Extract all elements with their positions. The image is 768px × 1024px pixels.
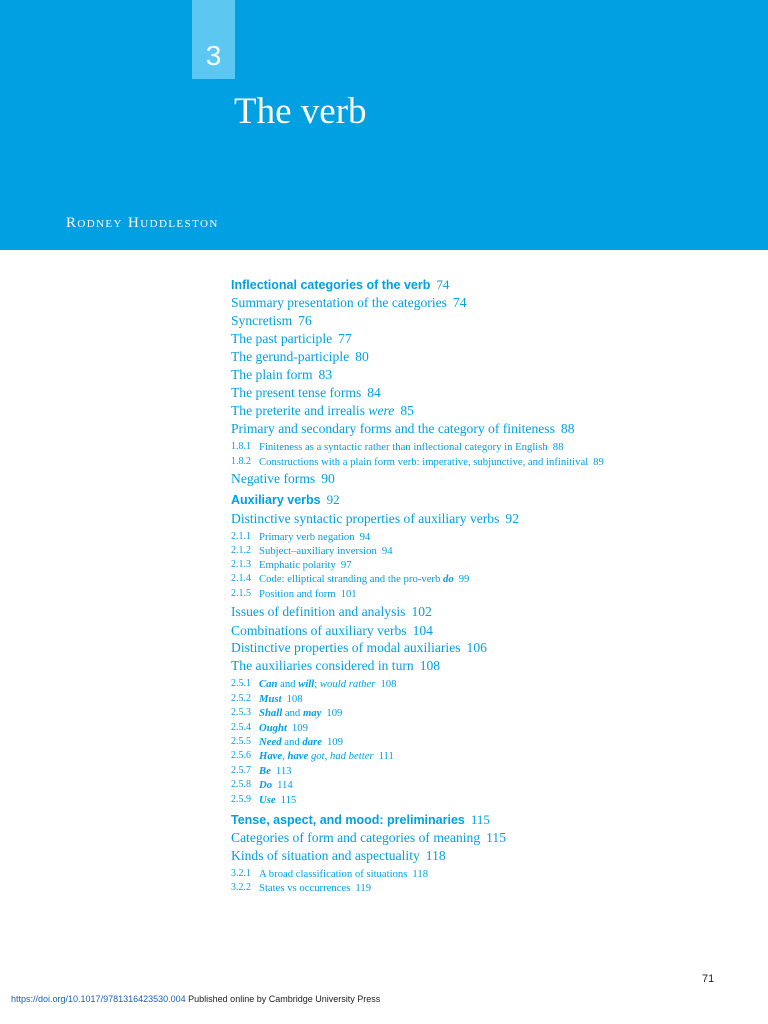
toc-title-segment: had better xyxy=(329,750,374,762)
toc-page-number: 108 xyxy=(286,693,303,705)
toc-page-number: 113 xyxy=(275,765,292,777)
toc-page-number: 109 xyxy=(291,722,308,734)
toc-section-title xyxy=(259,558,352,572)
toc-section-title xyxy=(259,867,428,881)
toc-title-segment: were xyxy=(368,403,395,418)
toc-section-title xyxy=(231,330,352,348)
toc-title-segment: Have xyxy=(259,750,283,762)
chapter-author: Rodney Huddleston xyxy=(66,215,219,231)
toc-section-number: 2.5.3 xyxy=(231,707,251,718)
toc-title-segment: Subject–auxiliary inversion xyxy=(259,545,377,557)
doi-link[interactable]: https://doi.org/10.1017/9781316423530.004 xyxy=(11,994,186,1004)
toc-title-segment: Combinations of auxiliary verbs xyxy=(231,623,407,638)
toc-title-segment: and xyxy=(281,736,303,748)
toc-section-title xyxy=(231,348,369,366)
toc-section-title xyxy=(259,544,393,558)
toc-title-segment: Can xyxy=(259,678,278,690)
toc-title-segment: got xyxy=(310,750,325,762)
toc-title-segment: Code: elliptical stranding and the pro-verb xyxy=(259,573,444,585)
toc-title-segment: may xyxy=(302,707,322,719)
toc-section-number: 2.5.6 xyxy=(231,750,251,761)
toc-section-title xyxy=(231,811,490,829)
toc-title-segment: Finiteness as a syntactic rather than inflectional category in English xyxy=(259,441,548,453)
toc-page-number: 97 xyxy=(340,559,352,571)
toc-title-segment: The preterite and irrealis xyxy=(231,403,369,418)
toc-section-number: 2.1.1 xyxy=(231,531,251,542)
toc-title-segment: Ought xyxy=(259,722,287,734)
toc-title-segment: Use xyxy=(259,794,276,806)
toc-section-number: 2.1.5 xyxy=(231,588,251,599)
toc-page-number: 76 xyxy=(298,313,312,328)
toc-section-number: 2.5.2 xyxy=(231,693,251,704)
toc-page-number: 109 xyxy=(326,707,343,719)
toc-page-number: 99 xyxy=(458,573,470,585)
toc-page-number: 89 xyxy=(593,456,604,468)
toc-page-number: 74 xyxy=(436,277,450,292)
toc-title-segment: dare xyxy=(302,736,322,748)
toc-section-title xyxy=(259,735,343,749)
toc-page-number: 94 xyxy=(381,545,393,557)
toc-title-segment: Distinctive properties of modal auxiliaries xyxy=(231,640,461,655)
toc-title-segment: Primary verb negation xyxy=(259,531,355,543)
toc-title-segment: ; xyxy=(314,678,320,690)
toc-page-number: 80 xyxy=(355,349,369,364)
toc-title-segment: Position and form xyxy=(259,588,336,600)
toc-title-segment: , xyxy=(324,750,330,762)
toc-section-title xyxy=(231,402,414,420)
toc-section-title xyxy=(231,366,332,384)
toc-title-segment: A broad classification of situations xyxy=(259,868,408,880)
toc-title-segment: Syncretism xyxy=(231,313,293,328)
toc-title-segment: The present tense forms xyxy=(231,385,362,400)
toc-title-segment: Issues of definition and analysis xyxy=(231,604,406,619)
toc-title-segment: Need xyxy=(259,736,282,748)
toc-section-title xyxy=(231,657,440,675)
toc-page-number: 83 xyxy=(318,367,333,382)
toc-title-segment: Constructions with a plain form verb: imperative, subjunctive, and infinitival xyxy=(259,456,589,468)
toc-page-number: 85 xyxy=(400,403,414,418)
toc-section-number: 2.5.7 xyxy=(231,765,251,776)
toc-title-segment: and xyxy=(277,678,299,690)
toc-title-segment: The gerund-participle xyxy=(231,349,350,364)
toc-title-segment: Auxiliary verbs xyxy=(231,493,321,507)
toc-title-segment: Categories of form and categories of meaning xyxy=(231,830,481,845)
toc-title-segment: Tense, aspect, and mood: preliminaries xyxy=(231,813,465,827)
footer-citation xyxy=(11,994,380,1004)
toc-section-title xyxy=(231,420,574,438)
chapter-number-tab xyxy=(192,0,235,79)
toc-section-title xyxy=(231,470,335,488)
toc-page-number: 109 xyxy=(326,736,343,748)
toc-title-segment: Kinds of situation and aspectuality xyxy=(231,848,420,863)
toc-page-number: 118 xyxy=(425,848,446,863)
toc-page-number: 115 xyxy=(280,794,297,806)
page-number: 71 xyxy=(702,973,715,985)
toc-section-title xyxy=(259,881,371,895)
toc-page-number: 94 xyxy=(359,531,371,543)
toc-page-number: 88 xyxy=(552,441,564,453)
toc-title-segment: The plain form xyxy=(231,367,313,382)
toc-section-title xyxy=(259,721,308,735)
toc-title-segment: and xyxy=(282,707,303,719)
chapter-number: 3 xyxy=(205,40,222,71)
publisher-note: Published online by Cambridge University Press xyxy=(185,994,381,1004)
toc-section-title xyxy=(259,706,342,720)
toc-title-segment: would rather xyxy=(319,678,376,690)
toc-title-segment: The past participle xyxy=(231,331,333,346)
toc-page-number: 102 xyxy=(411,604,432,619)
toc-section-number: 2.5.9 xyxy=(231,794,251,805)
toc-title-segment: Emphatic polarity xyxy=(259,559,336,571)
toc-section-number: 2.1.2 xyxy=(231,545,251,556)
toc-title-segment: , xyxy=(282,750,288,762)
toc-page-number: 88 xyxy=(560,421,575,436)
toc-page-number: 74 xyxy=(452,295,467,310)
toc-title-segment: have xyxy=(287,750,309,762)
toc-section-title xyxy=(231,847,446,865)
toc-section-number: 2.5.5 xyxy=(231,736,251,747)
toc-title-segment: Be xyxy=(259,765,271,777)
toc-page-number: 111 xyxy=(378,750,394,762)
toc-section-title xyxy=(231,603,432,621)
toc-section-title xyxy=(259,749,394,763)
toc-section-title xyxy=(259,793,296,807)
toc-section-title xyxy=(231,639,487,657)
toc-section-title xyxy=(259,572,469,586)
toc-title-segment: will xyxy=(298,678,315,690)
toc-page-number: 108 xyxy=(419,658,441,673)
toc-section-number: 2.5.8 xyxy=(231,779,251,790)
toc-page-number: 77 xyxy=(338,331,352,346)
toc-section-title xyxy=(231,276,449,294)
toc-title-segment: States vs occurrences xyxy=(259,882,351,894)
toc-section-title xyxy=(231,294,467,312)
toc-page-number: 118 xyxy=(412,868,429,880)
toc-page-number: 92 xyxy=(505,511,519,526)
toc-title-segment: Do xyxy=(259,779,273,791)
toc-section-title xyxy=(259,764,292,778)
toc-page-number: 114 xyxy=(277,779,293,791)
toc-title-segment: Distinctive syntactic properties of auxiliary verbs xyxy=(231,511,500,526)
toc-page-number: 84 xyxy=(367,385,381,400)
toc-section-number: 1.8.2 xyxy=(231,456,251,467)
toc-section-title xyxy=(231,622,433,640)
toc-title-segment: Negative forms xyxy=(231,471,316,486)
toc-page-number: 104 xyxy=(412,623,433,638)
toc-title-segment: Inflectional categories of the verb xyxy=(231,278,431,292)
toc-section-title xyxy=(231,312,312,330)
toc-section-title xyxy=(231,510,519,528)
toc-section-number: 2.5.1 xyxy=(231,678,251,689)
toc-page-number: 101 xyxy=(340,588,357,600)
toc-section-title xyxy=(231,829,506,847)
toc-title-segment: Must xyxy=(259,693,282,705)
toc-page-number: 92 xyxy=(326,492,340,507)
chapter-header xyxy=(0,0,768,250)
toc-section-number: 1.8.1 xyxy=(231,441,251,452)
toc-section-title xyxy=(259,677,396,691)
toc-section-title xyxy=(259,778,293,792)
toc-page-number: 90 xyxy=(321,471,335,486)
toc-section-title xyxy=(259,440,563,454)
toc-section-title xyxy=(259,692,303,706)
toc-title-segment: Summary presentation of the categories xyxy=(231,295,447,310)
toc-section-title xyxy=(231,491,340,509)
toc-section-number: 2.1.4 xyxy=(231,573,251,584)
toc-section-number: 3.2.2 xyxy=(231,882,251,893)
toc-title-segment: do xyxy=(443,573,454,585)
toc-page-number: 115 xyxy=(486,830,507,845)
toc-page-number: 119 xyxy=(355,882,372,894)
toc-section-number: 2.5.4 xyxy=(231,722,251,733)
toc-section-number: 3.2.1 xyxy=(231,868,251,879)
toc-title-segment: Primary and secondary forms and the category of finiteness xyxy=(231,421,555,436)
toc-section-title xyxy=(259,587,357,601)
toc-section-number: 2.1.3 xyxy=(231,559,251,570)
toc-page-number: 115 xyxy=(470,812,490,827)
toc-title-segment: Shall xyxy=(259,707,283,719)
toc-section-title xyxy=(259,455,604,469)
toc-title-segment: The auxiliaries considered in turn xyxy=(231,658,414,673)
toc-page-number: 106 xyxy=(466,640,487,655)
toc-section-title xyxy=(259,530,370,544)
toc-section-title xyxy=(231,384,381,402)
chapter-title: The verb xyxy=(234,91,367,132)
toc-page-number: 108 xyxy=(380,678,397,690)
